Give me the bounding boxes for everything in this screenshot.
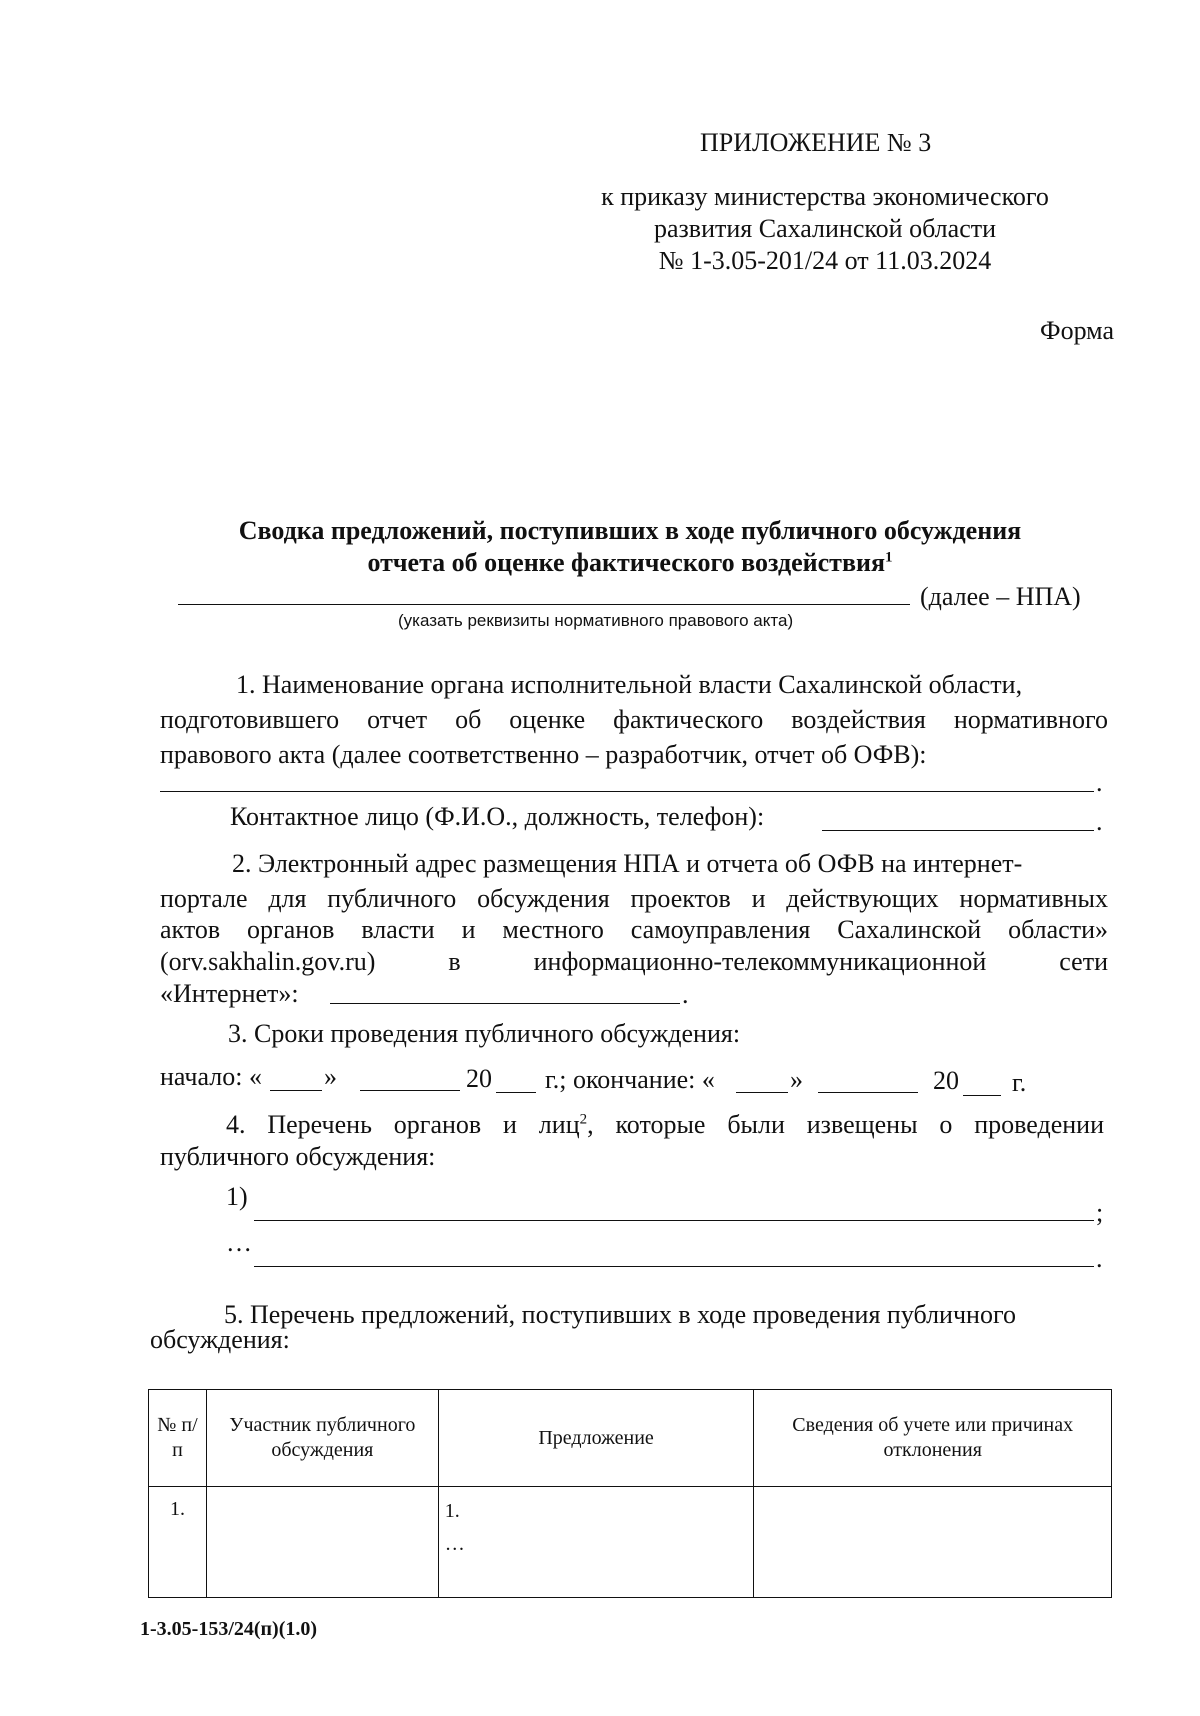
cell-proposal xyxy=(438,1487,754,1598)
agency-name-blank xyxy=(160,791,1094,792)
list-item-1-end: ; xyxy=(1096,1198,1104,1227)
contact-label: Контактное лицо (Ф.И.О., должность, телефон): xyxy=(230,802,765,831)
section-5-line-1: 5. Перечень предложений, поступивших в ходе проведения публичного xyxy=(224,1300,1016,1329)
list-item-2-end: . xyxy=(1096,1244,1103,1273)
end-month-blank xyxy=(818,1092,918,1093)
start-quote-close: » xyxy=(324,1062,337,1091)
form-label: Форма xyxy=(1040,316,1114,345)
document-title-line-2: отчета об оценке фактического воздействия$^1$ xyxy=(367,548,893,577)
header-participant: Участник публичного обсуждения xyxy=(206,1390,438,1487)
proposals-table xyxy=(148,1389,1112,1598)
document-code: 1-3.05-153/24(п)(1.0) xyxy=(140,1618,318,1640)
header-number: № п/п xyxy=(149,1390,207,1487)
list-item-1-label: 1) xyxy=(226,1182,248,1211)
cell-participant xyxy=(206,1487,438,1598)
section-4-line-2: публичного обсуждения: xyxy=(160,1142,436,1171)
order-line-2: развития Сахалинской области xyxy=(653,214,997,243)
header-proposal: Предложение xyxy=(438,1390,754,1487)
section-2-line-1: 2. Электронный адрес размещения НПА и отчета об ОФВ на интернет- xyxy=(232,849,1023,878)
contact-blank xyxy=(822,830,1094,831)
section-5-line-2: обсуждения: xyxy=(150,1325,290,1354)
proposal-item-1: 1. xyxy=(444,1500,460,1522)
end-label: г.; окончание: « xyxy=(545,1065,715,1094)
table-header-row xyxy=(149,1390,1112,1487)
section-1-line-2: подготовившего отчет об оценке фактического воздействия нормативного xyxy=(160,705,1108,734)
end-year-suffix: г. xyxy=(1012,1068,1027,1097)
section-1-line-3: правового акта (далее соответственно – разработчик, отчет об ОФВ): xyxy=(160,740,927,769)
list-item-2-blank xyxy=(254,1266,1094,1267)
section-4-line-1: 4. Перечень органов и лиц$^2$, которые были извещены о проведении xyxy=(226,1110,1104,1139)
cell-number: 1. xyxy=(149,1487,207,1598)
order-line-1: к приказу министерства экономического xyxy=(601,182,1049,211)
section-1-line-1: 1. Наименование органа исполнительной власти Сахалинской области, xyxy=(236,670,1023,699)
section-2-line-3: актов органов власти и местного самоуправления Сахалинской области» xyxy=(160,915,1108,944)
start-label: начало: « xyxy=(160,1062,262,1091)
start-year-blank xyxy=(496,1092,536,1093)
table-row xyxy=(149,1487,1112,1598)
start-month-blank xyxy=(360,1090,460,1091)
section-2-line-5: «Интернет»: xyxy=(160,979,299,1008)
list-item-2-label: … xyxy=(226,1228,252,1257)
proposal-item-more: … xyxy=(444,1533,465,1555)
end-day-blank xyxy=(736,1092,788,1093)
start-day-blank xyxy=(270,1090,322,1091)
section-2-line-2: портале для публичного обсуждения проектов и действующих нормативных xyxy=(160,884,1108,913)
cell-notes xyxy=(754,1487,1112,1598)
section-1-line-end: . xyxy=(1096,768,1103,797)
npa-suffix: (далее – НПА) xyxy=(920,582,1081,611)
portal-url-blank xyxy=(330,1003,680,1004)
section-2-line-4: (orv.sakhalin.gov.ru) в информационно-телекоммуникационной сети xyxy=(160,947,1108,976)
npa-blank-line xyxy=(178,604,910,605)
npa-hint: (указать реквизиты нормативного правового акта) xyxy=(398,611,794,630)
contact-end: . xyxy=(1096,807,1103,836)
footnote-mark-1: 1 xyxy=(885,549,893,566)
header-notes: Сведения об учете или причинах отклонения xyxy=(754,1390,1112,1487)
section-2-line-5-end: . xyxy=(682,980,689,1009)
appendix-number: ПРИЛОЖЕНИЕ № 3 xyxy=(700,128,932,157)
footnote-mark-2: 2 xyxy=(579,1111,588,1128)
end-year-blank xyxy=(963,1095,1001,1096)
section-3-title: 3. Сроки проведения публичного обсуждения: xyxy=(228,1019,741,1048)
document-title-line-1: Сводка предложений, поступивших в ходе публичного обсуждения xyxy=(238,516,1022,545)
order-line-3: № 1-3.05-201/24 от 11.03.2024 xyxy=(658,246,992,275)
list-item-1-blank xyxy=(254,1220,1094,1221)
end-year-prefix: 20 xyxy=(933,1066,959,1095)
start-year-prefix: 20 xyxy=(466,1064,492,1093)
end-quote-close: » xyxy=(790,1065,803,1094)
